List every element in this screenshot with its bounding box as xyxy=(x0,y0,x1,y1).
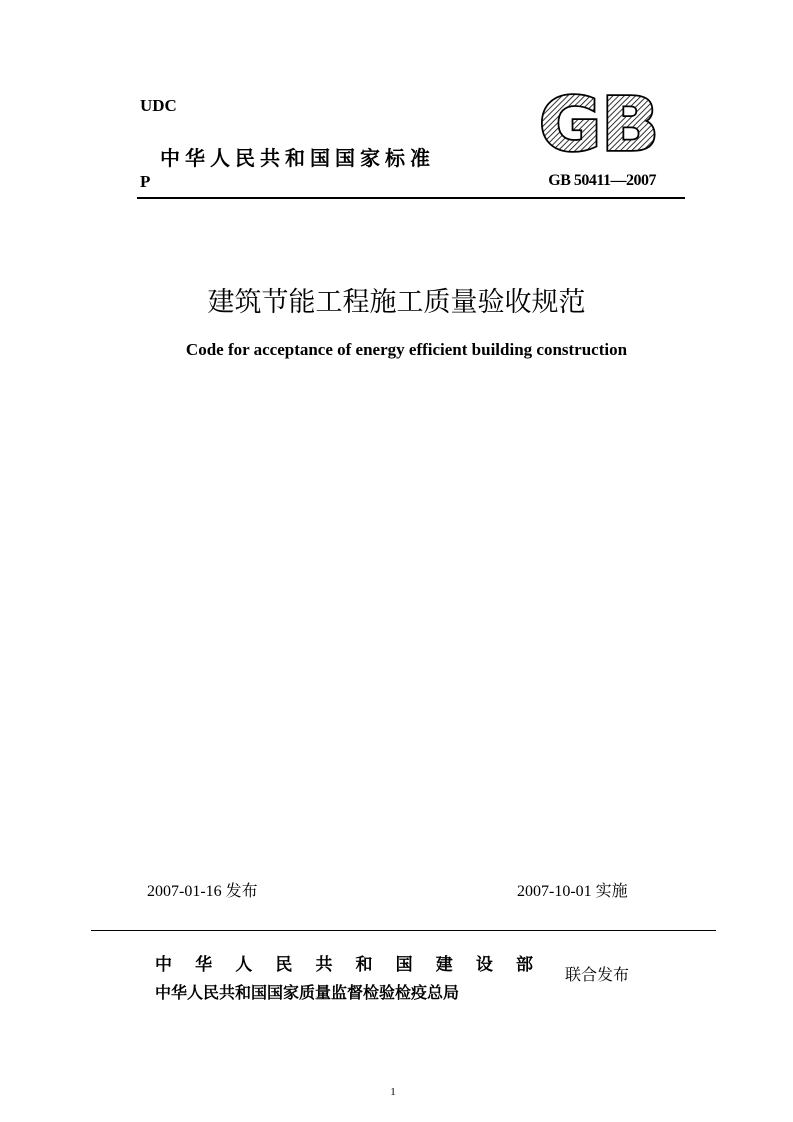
header-divider xyxy=(137,197,685,199)
issuer-char: 建 xyxy=(435,955,453,975)
standard-type-heading: 中华人民共和国国家标准 xyxy=(160,146,435,170)
issuer-char: 民 xyxy=(275,955,293,975)
implementation-date: 2007-10-01 实施 xyxy=(517,883,628,900)
issuer-char: 中 xyxy=(155,955,172,975)
issuer-aqsiq: 中华人民共和国国家质量监督检验检疫总局 xyxy=(155,983,460,1002)
gb-logo-text: GB xyxy=(539,92,659,156)
joint-issue-label: 联合发布 xyxy=(565,965,630,984)
issuer-char: 国 xyxy=(395,955,413,975)
udc-label: UDC xyxy=(140,96,177,115)
issuer-char: 设 xyxy=(475,955,493,975)
issuer-ministry-of-construction xyxy=(155,950,533,975)
issue-date: 2007-01-16 发布 xyxy=(147,883,258,900)
issuer-char: 和 xyxy=(355,955,373,975)
gb-logo xyxy=(537,92,661,156)
document-title-english: Code for acceptance of energy efficient building construction xyxy=(185,340,628,359)
standard-number: GB 50411—2007 xyxy=(548,172,656,189)
footer-divider xyxy=(91,930,716,931)
issuer-char: 人 xyxy=(235,955,253,975)
issuer-char: 部 xyxy=(515,955,533,975)
document-title-chinese: 建筑节能工程施工质量验收规范 xyxy=(207,287,586,318)
page-number: 1 xyxy=(390,1086,396,1098)
issuer-char: 华 xyxy=(195,955,213,975)
issuer-char: 共 xyxy=(315,955,333,975)
classification-code: P xyxy=(140,172,151,191)
